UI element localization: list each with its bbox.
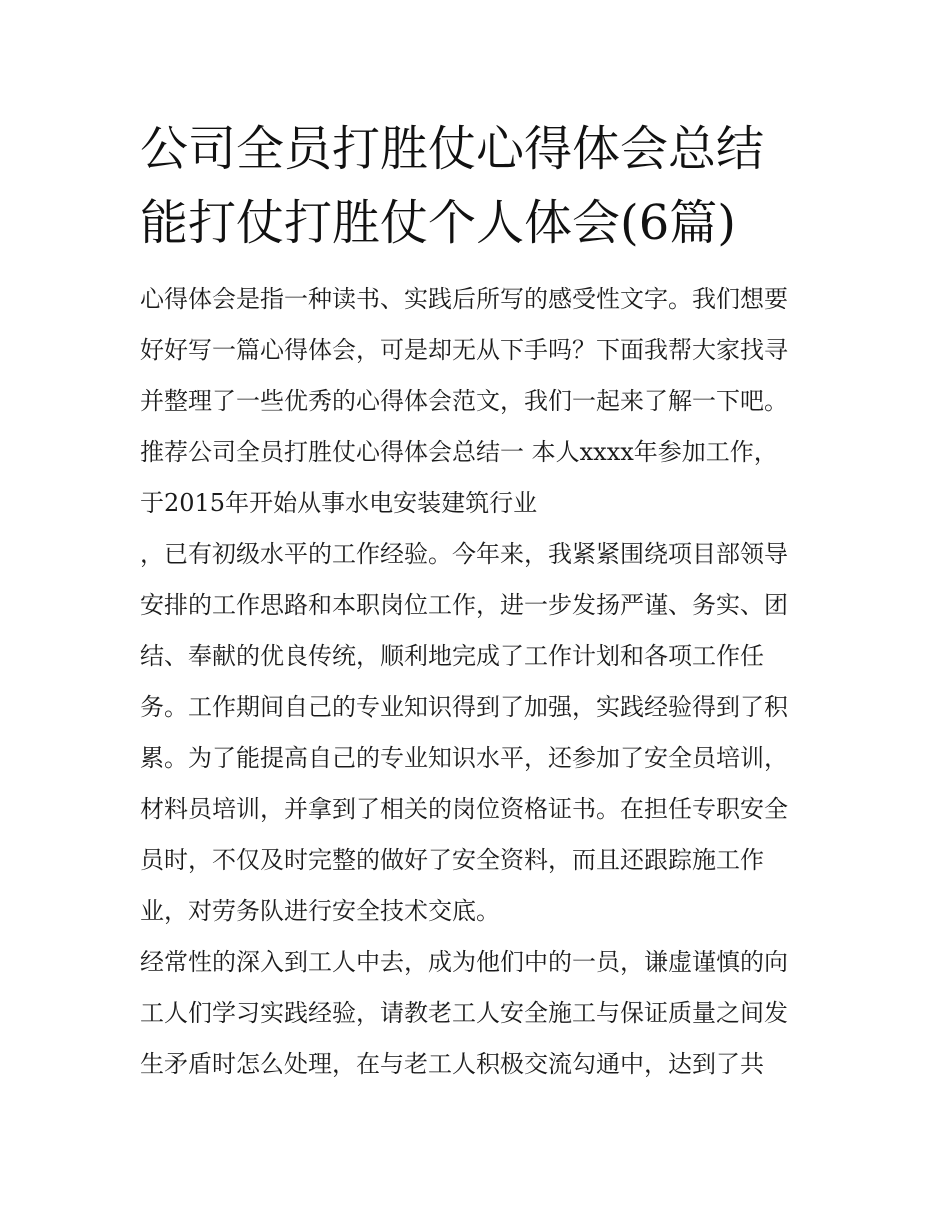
document-body xyxy=(140,274,820,1090)
body-line: 务。工作期间自己的专业知识得到了加强，实践经验得到了积 xyxy=(140,693,788,721)
body-line: 并整理了一些优秀的心得体会范文，我们一起来了解一下吧。 xyxy=(140,387,788,415)
title-line-2: 能打仗打胜仗个人体会(6篇) xyxy=(140,195,736,251)
body-line: 推荐公司全员打胜仗心得体会总结一 本人xxxx年参加工作， xyxy=(140,438,778,466)
body-line: 业，对劳务队进行安全技术交底。 xyxy=(140,897,500,925)
title-line-1: 公司全员打胜仗心得体会总结 xyxy=(140,121,765,177)
body-line: 于2015年开始从事水电安装建筑行业 xyxy=(140,489,538,517)
body-line: 生矛盾时怎么处理，在与老工人积极交流勾通中，达到了共 xyxy=(140,1050,764,1078)
document-title xyxy=(140,112,820,260)
body-line: 安排的工作思路和本职岗位工作，进一步发扬严谨、务实、团 xyxy=(140,591,788,619)
document-content xyxy=(140,112,820,1090)
body-line: 好好写一篇心得体会，可是却无从下手吗？下面我帮大家找寻 xyxy=(140,336,788,364)
body-line: 经常性的深入到工人中去，成为他们中的一员，谦虚谨慎的向 xyxy=(140,948,788,976)
body-line: 材料员培训，并拿到了相关的岗位资格证书。在担任专职安全 xyxy=(140,795,788,823)
body-line: 工人们学习实践经验，请教老工人安全施工与保证质量之间发 xyxy=(140,999,788,1027)
body-line: 心得体会是指一种读书、实践后所写的感受性文字。我们想要 xyxy=(140,285,788,313)
body-line: 结、奉献的优良传统，顺利地完成了工作计划和各项工作任 xyxy=(140,642,764,670)
body-line: 员时，不仅及时完整的做好了安全资料，而且还跟踪施工作 xyxy=(140,846,764,874)
body-line: ，已有初级水平的工作经验。今年来，我紧紧围绕项目部领导 xyxy=(140,540,788,568)
body-line: 累。为了能提高自己的专业知识水平，还参加了安全员培训， xyxy=(140,744,788,772)
